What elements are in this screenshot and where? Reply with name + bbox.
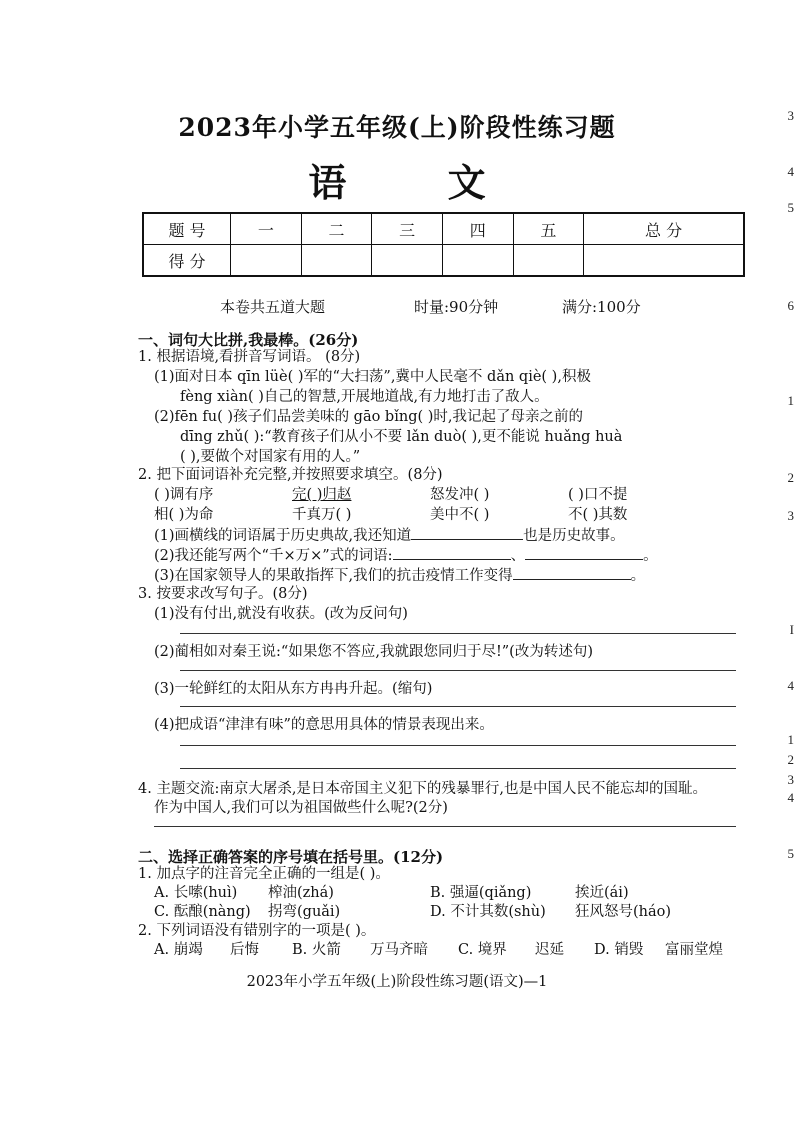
mc2-option-c-word: 迟延 [535,942,564,958]
q1-line-4: dīng zhǔ( ):“教育孩子们从小不要 lǎn duò( ),更不能说 huǎng huà [180,429,623,445]
score-cell[interactable] [372,245,443,277]
edge-mark: 3 [787,508,794,523]
q3-sub-2: (2)蔺相如对秦王说:“如果您不答应,我就跟您同归于尽!”(改为转述句) [154,644,593,660]
mc1-option-c-word: 拐弯(guǎi) [268,904,341,920]
answer-line[interactable] [180,768,736,769]
mc2-option-d-word: 富丽堂煌 [665,942,723,958]
q1-stem: 1. 根据语境,看拼音写词语。 (8分) [138,349,361,365]
table-header-cell: 一 [231,213,302,245]
answer-blank[interactable] [393,545,511,560]
mc2-stem: 2. 下列词语没有错别字的一项是( )。 [138,923,376,939]
table-header-cell: 题 号 [143,213,231,245]
score-cell[interactable] [231,245,302,277]
table-header-cell: 二 [301,213,372,245]
score-row-label: 得 分 [143,245,231,277]
subject-title: 语 文 [308,160,530,205]
idiom-blank: ( )口不提 [568,487,628,503]
page-footer: 2023年小学五年级(上)阶段性练习题(语文)—1 [246,974,548,990]
q1-line-1: (1)面对日本 qīn lüè( )军的“大扫荡”,冀中人民毫不 dǎn qiè( ),积极 [154,369,591,385]
mc1-option-b-word: 挨近(ái) [575,885,629,901]
edge-mark: 5 [787,846,794,861]
mc1-option-c: C. 酝酿(nàng) [154,904,251,920]
q3-stem: 3. 按要求改写句子。(8分) [138,586,308,602]
mc1-option-d-word: 狂风怒号(háo) [575,904,672,920]
time-limit: 时量:90分钟 [414,298,499,316]
idiom-blank: 美中不( ) [430,507,490,523]
part1-heading: 一、词句大比拼,我最棒。(26分) [138,331,359,349]
edge-mark: 6 [787,298,794,313]
edge-mark: I [789,622,794,637]
answer-line[interactable] [154,826,736,827]
mc2-option-d: D. 销毁 [594,942,644,958]
part2-heading: 二、选择正确答案的序号填在括号里。(12分) [138,848,444,866]
edge-mark: 3 [787,108,794,123]
q2-sub-3 [154,565,645,585]
edge-mark: 2 [787,752,794,767]
q2-sub-3-text: (3)在国家领导人的果敢指挥下,我们的抗击疫情工作变得 [154,568,513,584]
idiom-blank: 不( )其数 [568,507,628,523]
answer-line[interactable] [180,670,736,671]
q4-line-1: 4. 主题交流:南京大屠杀,是日本帝国主义犯下的残暴罪行,也是中国人民不能忘却的国耻。 [138,781,708,797]
answer-blank[interactable] [525,545,643,560]
score-cell[interactable] [513,245,584,277]
idiom-blank: ( )调有序 [154,487,214,503]
edge-mark: 1 [787,732,794,747]
q4-line-2: 作为中国人,我们可以为祖国做些什么呢?(2分) [154,800,448,816]
q2-sub-3-tail: 。 [630,568,646,584]
exam-title: 2023年小学五年级(上)阶段性练习题 [178,113,616,142]
table-header-cell: 三 [372,213,443,245]
mc2-option-b-word: 万马齐暗 [370,942,428,958]
mc1-stem: 1. 加点字的注音完全正确的一组是( )。 [138,866,390,882]
edge-mark: 5 [787,200,794,215]
answer-line[interactable] [180,633,736,634]
q3-sub-3: (3)一轮鲜红的太阳从东方冉冉升起。(缩句) [154,681,433,697]
edge-mark: 4 [787,164,794,179]
edge-mark: 1 [787,393,794,408]
table-header-cell: 总 分 [584,213,744,245]
q2-sub-2-text: (2)我还能写两个“千×万×”式的词语: [154,548,393,564]
mc2-option-a-word: 后悔 [230,942,259,958]
question-count: 本卷共五道大题 [220,298,326,316]
q3-sub-4: (4)把成语“津津有味”的意思用具体的情景表现出来。 [154,717,494,733]
answer-blank[interactable] [513,565,631,580]
table-header-cell: 四 [442,213,513,245]
mc1-option-a-word: 榨油(zhá) [268,885,334,901]
idiom-blank: 怒发冲( ) [430,487,490,503]
answer-line[interactable] [180,706,736,707]
q1-line-3: (2)fēn fu( )孩子们品尝美味的 gāo bǐng( )时,我记起了母亲之前的 [154,409,584,425]
score-table [142,212,745,277]
idiom-blank-underlined: 完( )归赵 [292,487,352,503]
answer-line[interactable] [180,745,736,746]
full-score: 满分:100分 [562,298,641,316]
score-cell[interactable] [442,245,513,277]
table-header-cell: 五 [513,213,584,245]
mc1-option-a: A. 长嗦(huì) [154,885,238,901]
edge-mark: 4 [787,678,794,693]
q2-sub-2 [154,545,658,565]
edge-mark: 4 [787,790,794,805]
mc2-option-a: A. 崩竭 [154,942,203,958]
edge-mark: 2 [787,470,794,485]
q2-sub-2-tail: 。 [643,548,658,564]
score-cell[interactable] [301,245,372,277]
q1-line-5: ( ),要做个对国家有用的人。” [180,449,361,465]
q2-stem: 2. 把下面词语补充完整,并按照要求填空。(8分) [138,467,443,483]
mc1-option-b: B. 强逼(qiǎng) [430,885,532,901]
q2-sub-1 [154,525,625,545]
table-row [143,213,744,245]
q2-sub-2-sep: 、 [510,548,526,564]
mc1-option-d: D. 不计其数(shù) [430,904,546,920]
q2-sub-1-text: (1)画横线的词语属于历史典故,我还知道 [154,528,412,544]
q3-sub-1: (1)没有付出,就没有收获。(改为反问句) [154,606,408,622]
table-row [143,245,744,277]
mc2-option-b: B. 火箭 [292,942,341,958]
q1-line-2: fèng xiàn( )自己的智慧,开展地道战,有力地打击了敌人。 [180,389,549,405]
idiom-blank: 千真万( ) [292,507,352,523]
mc2-option-c: C. 境界 [458,942,507,958]
idiom-blank: 相( )为命 [154,507,214,523]
q2-sub-1-tail: 也是历史故事。 [523,528,625,544]
answer-blank[interactable] [411,525,523,540]
edge-mark: 3 [787,772,794,787]
score-cell[interactable] [584,245,744,277]
